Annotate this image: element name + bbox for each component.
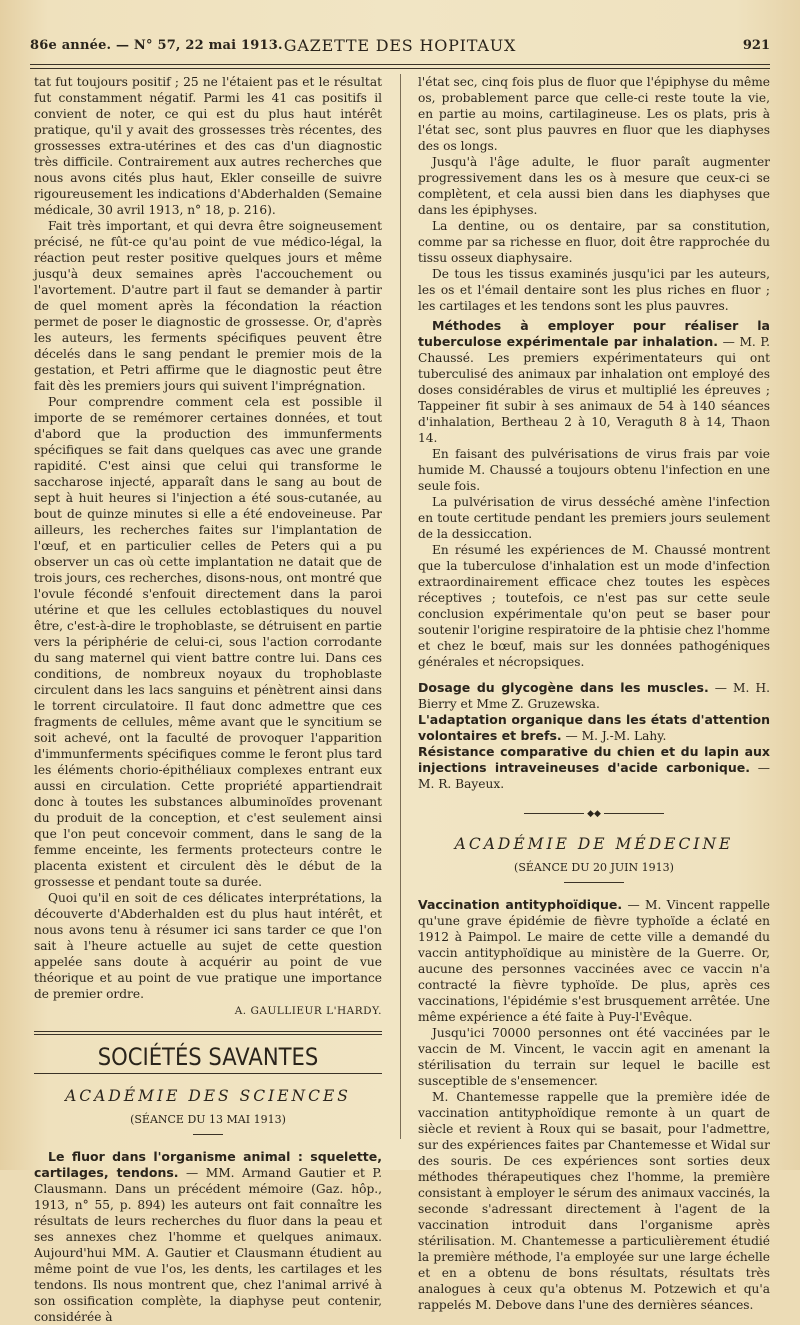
short-divider bbox=[193, 1134, 223, 1135]
paragraph: l'état sec, cinq fois plus de fluor que l'épiphyse du même os, probablement parce que celle-ci reste toute la vie, en partie au moins, cartilagineuse. Les os plats, pris à l'état sec, sont plus pauvres en fluor que les diaphyses des os longs. bbox=[418, 75, 770, 153]
short-divider bbox=[564, 882, 624, 883]
paragraph: En résumé les expériences de M. Chaussé montrent que la tuberculose d'inhalation est un mode d'infection extraordinairement efficace chez toutes les espèces réceptives ; toutefois, ce n'est pas sur cette seule conclusion expérimentale qu'on peut se baser pour soutenir l'origine respiratoire de la phtisie chez l'homme et chez le bœuf, mais sur les données pathogéniques générales et nécropsiques. bbox=[418, 543, 770, 669]
issue-info: 86e année. — N° 57, 22 mai 1913. bbox=[30, 38, 283, 53]
right-column bbox=[418, 74, 770, 1313]
article-text: — M. R. Bayeux. bbox=[418, 761, 770, 791]
article-text: — M. Vincent rappelle qu'une grave épidémie de fièvre typhoïde a éclaté en 1912 à Paimpol. Le maire de cette ville a demandé du vaccin antityphoïdique au ministère de la Guerre. Or, aucune des personnes vaccinées avec ce vaccin n'a contracté la fièvre typhoïde. De plus, après ces vaccinations, l'épidémie s'est brusquement arrêtée. Une même expérience a été faite à Puy-l'Evêque. bbox=[418, 898, 770, 1024]
article-paragraph bbox=[418, 318, 770, 446]
left-column bbox=[34, 74, 382, 1325]
paragraph: De tous les tissus examinés jusqu'ici par les auteurs, les os et l'émail dentaire sont les plus riches en fluor ; les cartilages et les tendons sont les plus pauvres. bbox=[418, 267, 770, 313]
seance-date: (SÉANCE DU 20 JUIN 1913) bbox=[514, 861, 674, 874]
column-divider bbox=[400, 74, 401, 1139]
paragraph: La dentine, ou os dentaire, par sa constitution, comme par sa richesse en fluor, doit être rapprochée du tissu osseux diaphysaire. bbox=[418, 219, 770, 265]
article-paragraph bbox=[34, 1149, 382, 1325]
paragraph: tat fut toujours positif ; 25 ne l'étaient pas et le résultat fut constamment négatif. Parmi les 41 cas positifs il convient de noter, ce qui est du plus haut intérêt pratique, qu'il y avait des grossesses très récentes, des grossesses extra-utérines et des cas d'un diagnostic très difficile. Contrairement aux autres recherches que nous avons cités plus haut, Ekler conseille de suivre rigoureusement les indications d'Abderhalden (Semaine médicale, 30 avril 1913, n° 18, p. 216). bbox=[34, 75, 382, 217]
paragraph: Pour comprendre comment cela est possible il importe de se remémorer certaines données, et tout d'abord que la production des immunferments spécifiques se fait dans quelques cas avec une grande rapidité. C'est ainsi que celui qui transforme le saccharose injecté, apparaît dans le sang au bout de sept à huit heures si l'injection a été sous-cutanée, au bout de quinze minutes si elle a été endoveineuse. Par ailleurs, les recherches faites sur l'implantation de l'œuf, et en particulier celles de Peters qui a pu observer un cas où cette implantation ne datait que de trois jours, ces recherches, disons-nous, ont montré que l'ovule fécondé s'enfouit directement dans la paroi utérine et que les cellules ectoblastiques du nouvel être, c'est-à-dire le trophoblaste, se détruisent en partie vers la périphérie de celui-ci, sous l'action corrodante du sang maternel qui vient battre contre lui. Dans ces conditions, de nombreux noyaux du trophoblaste circulent dans les lacs sanguins et pénètrent ainsi dans le torrent circulatoire. Il faut donc admettre que ces fragments de cellules, même avant que le syncitium se soit achevé, ont la faculté de provoquer l'apparition d'immunferments spécifiques comme le feront plus tard les éléments chorio-épithéliaux complexes entrant eux aussi en circulation. Cette propriété appartiendrait donc à toutes les substances albuminoïdes provenant du produit de la conception, et c'est seulement ainsi que l'on peut concevoir comment, dans le sang de la femme enceinte, les ferments protecteurs contre le placenta existent et circulent dès le début de la grossesse et pendant toute sa durée. bbox=[34, 395, 382, 889]
page-number: 921 bbox=[742, 38, 770, 53]
article-title: Méthodes à employer pour réaliser la tuberculose expérimentale par inhalation. bbox=[418, 318, 770, 349]
author-signature: A. GAULLIEUR L'HARDY. bbox=[234, 1005, 382, 1017]
article-title: L'adaptation organique dans les états d'attention volontaires et brefs. bbox=[418, 712, 770, 743]
header-rule bbox=[30, 64, 770, 65]
article-title: Dosage du glycogène dans les muscles. bbox=[418, 680, 709, 695]
paragraph: Fait très important, et qui devra être soigneusement précisé, ne fût-ce qu'au point de vue médico-légal, la réaction peut rester positive quelques jours et même jusqu'à deux semaines après l'accouchement ou l'avortement. D'autre part il faut se demander à partir de quel moment après la fécondation la réaction permet de poser le diagnostic de grossesse. Or, d'après les auteurs, les ferments spécifiques peuvent être décelés dans le sang pendant le premier mois de la gestation, et Petri affirme que le diagnostic peut être fait dès les premiers jours qui suivent l'imprégnation. bbox=[34, 219, 382, 393]
article-paragraph bbox=[418, 680, 770, 712]
header-rule-thin bbox=[30, 68, 770, 69]
paragraph: Jusqu'à l'âge adulte, le fluor paraît augmenter progressivement dans les os à mesure que ceux-ci se complètent, et cela aussi bien dans les diaphyses que dans les épiphyses. bbox=[418, 155, 770, 217]
article-text: — M. H. Bierry et Mme Z. Gruzewska. bbox=[418, 681, 770, 711]
paragraph: La pulvérisation de virus desséché amène l'infection en toute certitude pendant les premiers jours seulement de la dessiccation. bbox=[418, 495, 770, 541]
article-text: — M. P. Chaussé. Les premiers expérimentateurs qui ont tuberculisé des animaux par inhalation ont employé des doses considérables de virus et multiplié les épreuves ; Tappeiner fit subir à ses animaux de 54 à 140 séances d'inhalation, Bertheau 2 à 10, Veraguth 8 à 14, Thaon 14. bbox=[418, 335, 770, 445]
academy-heading: ACADÉMIE DES SCIENCES bbox=[65, 1087, 351, 1105]
ornament-divider: ◆◆ bbox=[418, 806, 770, 822]
section-rule bbox=[34, 1031, 382, 1032]
article-paragraph bbox=[418, 712, 770, 744]
article-title: Le fluor dans l'organisme animal : squelette, cartilages, tendons. bbox=[34, 1149, 382, 1180]
paragraph: Quoi qu'il en soit de ces délicates interprétations, la découverte d'Abderhalden est du plus haut intérêt, et nous avons tenu à résumer ici sans tarder ce que l'on sait à l'heure actuelle au sujet de cette question appelée sans doute à acquérir au point de vue théorique et au point de vue pratique une importance de premier ordre. bbox=[34, 891, 382, 1001]
article-title: Résistance comparative du chien et du lapin aux injections intraveineuses d'acide carbonique. bbox=[418, 744, 770, 775]
journal-title: GAZETTE DES HOPITAUX bbox=[283, 36, 517, 55]
paragraph: Jusqu'ici 70000 personnes ont été vaccinées par le vaccin de M. Vincent, le vaccin agit en amenant la stérilisation du terrain sur lequel le bacille est susceptible de s'ensemencer. bbox=[418, 1026, 770, 1088]
article-paragraph bbox=[418, 744, 770, 792]
divider bbox=[34, 1073, 382, 1074]
paragraph: M. Chantemesse rappelle que la première idée de vaccination antityphoïdique remonte à un quart de siècle et revient à Roux qui se basait, pour l'admettre, sur des expériences faites par Chantemesse et Widal sur des souris. De ces expériences sont sorties deux méthodes thérapeutiques chez l'homme, la première consistant à employer le sérum des animaux vaccinés, la seconde s'adressant directement à l'agent de la vaccination introduit dans l'organisme après stérilisation. M. Chantemesse a particulièrement étudié la première méthode, l'a employée sur une large échelle et en a obtenu de bons résultats, résultats très analogues à ceux qu'a obtenus M. Potzewich et qu'a rappelés M. Debove dans l'une des dernières séances. bbox=[418, 1090, 770, 1312]
section-title: SOCIÉTÉS SAVANTES bbox=[97, 1043, 319, 1071]
article-title: Vaccination antityphoïdique. bbox=[418, 897, 623, 912]
article-text: — M. J.-M. Lahy. bbox=[561, 729, 667, 743]
seance-date: (SÉANCE DU 13 MAI 1913) bbox=[130, 1113, 286, 1126]
article-text: — MM. Armand Gautier et P. Clausmann. Dans un précédent mémoire (Gaz. hôp., 1913, n° 55, p. 894) les auteurs ont fait connaître les résultats de leurs recherches du fluor dans la peau et ses annexes chez l'homme et quelques animaux. Aujourd'hui MM. A. Gautier et Clausmann étudient au même point de vue l'os, les dents, les cartilages et les tendons. Ils nous montrent que, chez l'animal arrivé à son ossification complète, la diaphyse peut contenir, considérée à bbox=[34, 1166, 382, 1324]
academy-heading: ACADÉMIE DE MÉDECINE bbox=[454, 835, 734, 853]
section-rule-thin bbox=[34, 1034, 382, 1035]
page-header bbox=[30, 34, 770, 58]
article-paragraph bbox=[418, 897, 770, 1025]
paragraph: En faisant des pulvérisations de virus frais par voie humide M. Chaussé a toujours obtenu l'infection en une seule fois. bbox=[418, 447, 770, 493]
